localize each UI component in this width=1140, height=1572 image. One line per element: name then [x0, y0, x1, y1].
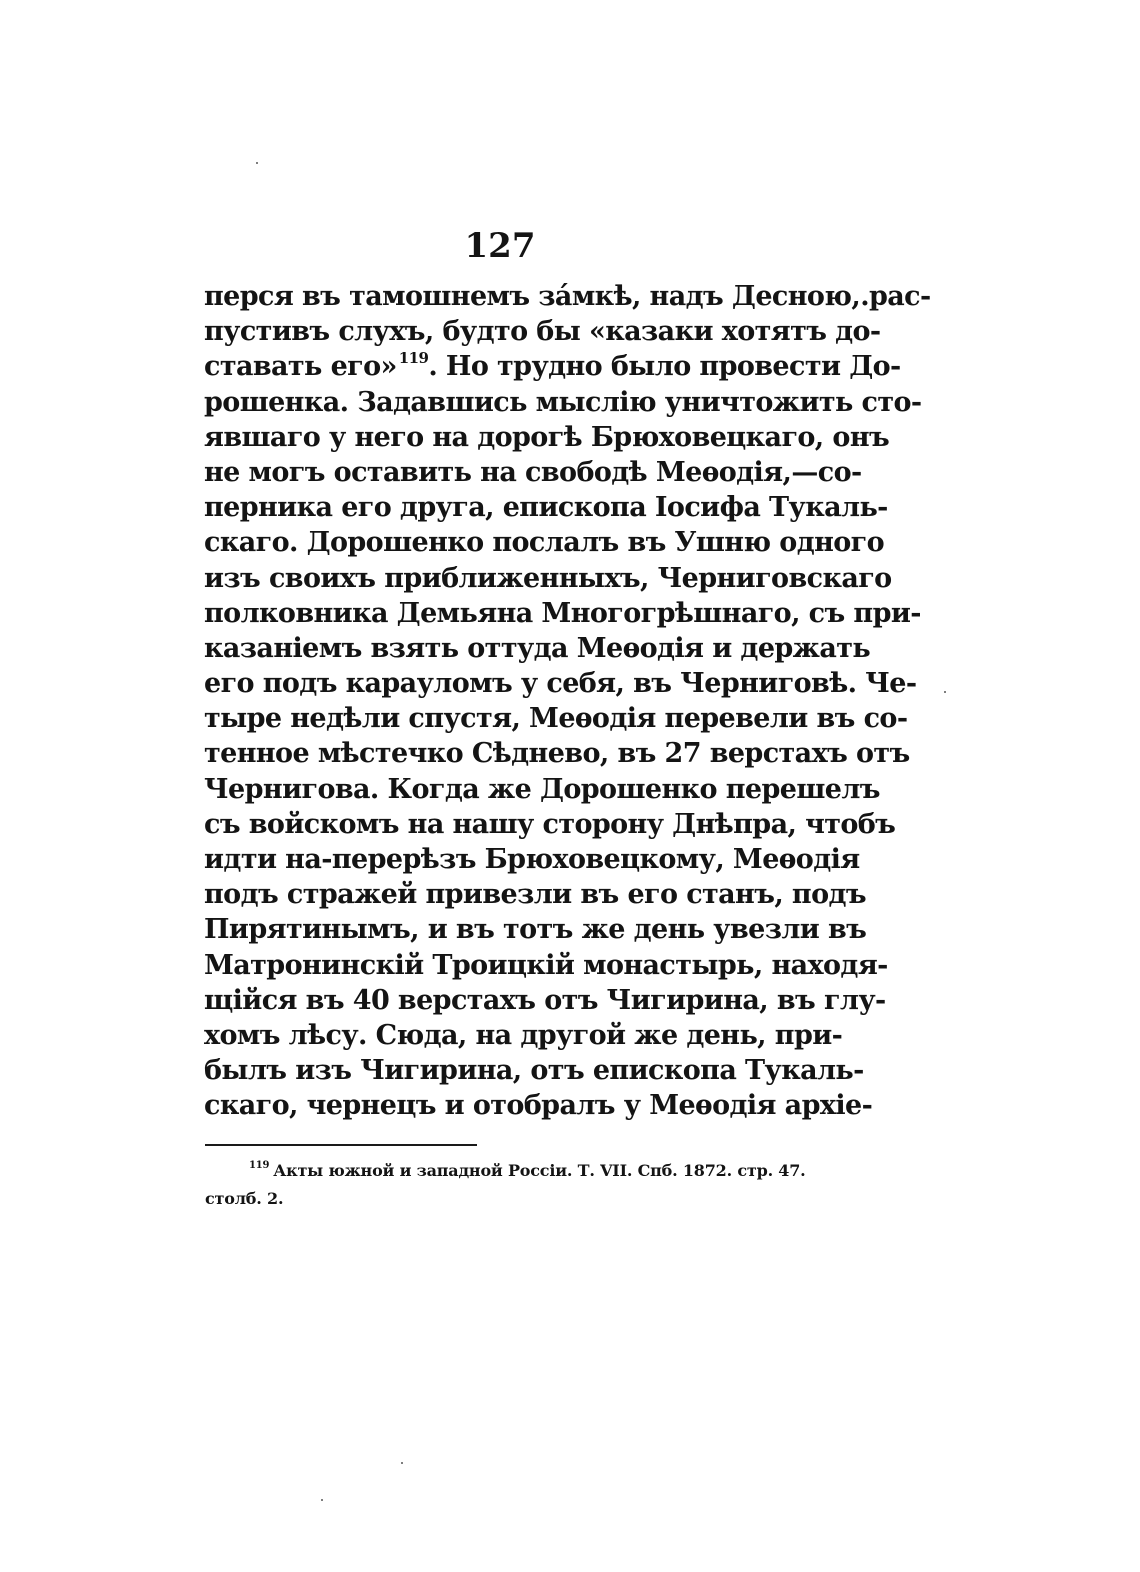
text-line: съ войскомъ на нашу сторону Днѣпра, чтобъ [204, 808, 896, 840]
text-line: подъ стражей привезли въ его станъ, подъ [204, 879, 867, 911]
scan-speck [256, 162, 258, 164]
text-line: перника его друга, епископа Іосифа Тукаль- [204, 492, 888, 524]
footnote-line: столб. 2. [205, 1189, 284, 1208]
text-line: скаго, чернецъ и отобралъ у Меѳодія архіе- [204, 1090, 873, 1122]
text-line: Пирятинымъ, и въ тотъ же день увезли въ [204, 914, 867, 946]
text-line: изъ своихъ приближенныхъ, Черниговскаго [204, 562, 892, 594]
text-line: его подъ карауломъ у себя, въ Черниговѣ. Че- [204, 668, 917, 700]
footnote-line [205, 1157, 806, 1185]
text-line: щійся въ 40 верстахъ отъ Чигирина, въ глу- [204, 984, 886, 1016]
scan-speck [321, 1499, 323, 1501]
text-line: тенное мѣстечко Сѣднево, въ 27 верстахъ отъ [204, 738, 910, 770]
text-line: не могъ оставить на свободѣ Меѳодія,—со- [204, 456, 862, 488]
text-segment: ставать его» [204, 351, 397, 383]
scan-speck [401, 1462, 403, 1464]
footnote-text: Акты южной и западной Россіи. Т. VII. Спб. 1872. стр. 47. [273, 1161, 806, 1180]
text-line: былъ изъ Чигирина, отъ епископа Тукаль- [204, 1055, 864, 1087]
text-segment: . Но трудно было провести До- [428, 351, 901, 383]
text-line: скаго. Дорошенко послалъ въ Ушню одного [204, 527, 885, 559]
page-number: 127 [464, 226, 536, 266]
text-line: идти на-перерѣзъ Брюховецкому, Меѳодія [204, 844, 860, 875]
footnote [205, 1157, 806, 1213]
body-text [204, 279, 931, 1124]
text-line: полковника Демьяна Многогрѣшнаго, съ при- [204, 597, 921, 629]
scan-speck [944, 691, 946, 693]
footnote-reference[interactable]: 119 [398, 349, 429, 368]
text-line: рошенка. Задавшись мыслію уничтожить сто- [204, 386, 922, 418]
text-line: тыре недѣли спустя, Меѳодія перевели въ со- [204, 703, 908, 735]
footnote-mark: 119 [249, 1160, 270, 1171]
text-line: Матронинскій Троицкій монастырь, находя- [204, 949, 888, 981]
text-line: пустивъ слухъ, будто бы «казаки хотятъ до- [204, 316, 881, 348]
text-line: перся въ тамошнемъ за́мкѣ, надъ Десною,.рас- [204, 281, 931, 312]
text-line [204, 349, 901, 384]
text-line: Чернигова. Когда же Дорошенко перешелъ [204, 773, 880, 805]
text-line: явшаго у него на дорогѣ Брюховецкаго, онъ [204, 421, 890, 453]
text-line: хомъ лѣсу. Сюда, на другой же день, при- [204, 1019, 843, 1051]
text-line: казаніемъ взять оттуда Меѳодія и держать [204, 632, 871, 664]
footnote-divider [205, 1144, 477, 1146]
